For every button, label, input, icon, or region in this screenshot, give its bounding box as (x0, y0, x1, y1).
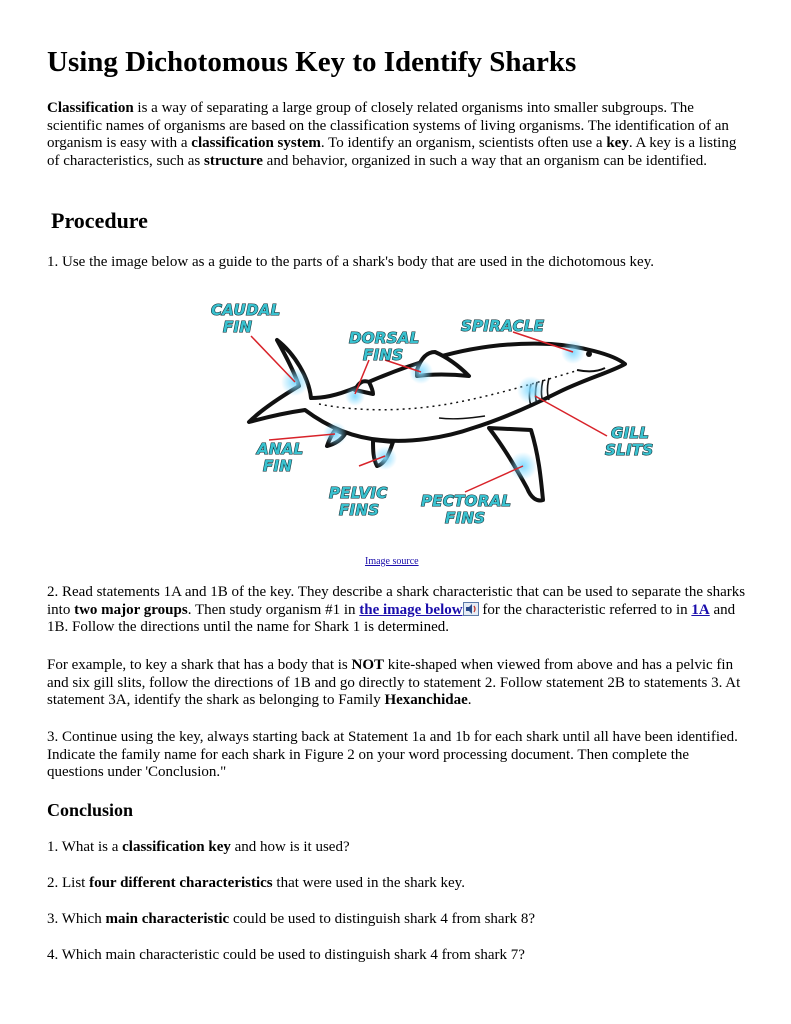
step-1: 1. Use the image below as a guide to the parts of a shark's body that are used in the dichotomous key. (47, 254, 654, 270)
q2-bold: four different characteristics (89, 875, 273, 891)
q3-bold: main characteristic (105, 911, 230, 927)
image-below-link[interactable]: the image below (359, 601, 463, 618)
label-spiracle: SPIRACLE (461, 317, 545, 335)
q1-text-2: and how is it used? (230, 839, 350, 855)
intro-text-2: . To identify an organism, scientists often use a (320, 135, 607, 151)
q2-text-2: that were used in the shark key. (272, 875, 465, 891)
question-3 (47, 911, 747, 929)
1a-link[interactable]: 1A (691, 601, 710, 618)
image-caption (365, 551, 419, 569)
label-gill-slits: SLITS (605, 441, 654, 459)
example-bold-not: NOT (351, 657, 385, 673)
label-anal: ANAL (257, 440, 304, 458)
conclusion-heading: Conclusion (47, 800, 134, 820)
q1-text-1: 1. What is a (47, 839, 123, 855)
label-caudal: CAUDAL (211, 301, 281, 319)
intro-text-3: . A key is a listing of characteristics, such as (47, 135, 737, 169)
label-caudal-fin: FIN (223, 318, 253, 336)
example-text-1: For example, to key a shark that has a body that is (47, 657, 352, 673)
example-text-2: kite-shaped when viewed from above and has a pelvic fin and six gill slits, follow the directions of 1B and go directly to statement 2. Follow statement 2B to statements 3. At statement 3A, identify the shark as belonging to Family (47, 657, 741, 708)
shark-illustration (159, 288, 654, 534)
term-classification-system: classification system (191, 135, 321, 151)
label-pectoral-fins: FINS (445, 509, 486, 527)
label-dorsal: DORSAL (349, 329, 420, 347)
q3-text-1: 3. Which (47, 911, 106, 927)
step2-text-4: and 1B. Follow the directions until the name for Shark 1 is determined. (47, 601, 736, 635)
image-source-link[interactable]: Image source (365, 556, 419, 567)
step2-text-1: 2. Read statements 1A and 1B of the key. They describe a shark characteristic that can be used to separate the sharks into (47, 584, 746, 618)
q1-bold: classification key (122, 839, 231, 855)
page-title: Using Dichotomous Key to Identify Sharks (47, 46, 577, 78)
label-gill: GILL (611, 424, 650, 442)
question-1 (47, 839, 747, 857)
question-4: 4. Which main characteristic could be used to distinguish shark 4 from shark 7? (47, 947, 525, 963)
example-text-3: . (467, 692, 472, 708)
intro-paragraph (47, 100, 747, 170)
step2-text-2: . Then study organism #1 in (187, 601, 360, 618)
label-pelvic-fins: FINS (339, 501, 380, 519)
label-dorsal-fins: FINS (363, 346, 404, 364)
example-family: Hexanchidae (384, 692, 468, 708)
label-pectoral: PECTORAL (421, 492, 512, 510)
step2-text-3: for the characteristic referred to in (478, 601, 692, 618)
shark-diagram (159, 288, 654, 534)
term-key: key (606, 135, 629, 151)
step-3: 3. Continue using the key, always starting back at Statement 1a and 1b for each shark until all have been identified. Indicate the family name for each shark in Figure 2 on your word processing document. Then complete the questions under 'Conclusion." (47, 729, 738, 780)
label-anal-fin: FIN (263, 457, 293, 475)
example-paragraph (47, 657, 747, 710)
term-classification: Classification (47, 100, 134, 116)
intro-text-4: and behavior, organized in such a way that an organism can be identified. (262, 152, 708, 169)
intro-text-1: is a way of separating a large group of closely related organisms into smaller subgroups. The scientific names of organisms are based on the classification systems of living organisms. The identification of an organism is easy with a (47, 100, 729, 151)
procedure-heading: Procedure (51, 208, 148, 233)
speaker-icon[interactable] (463, 602, 479, 616)
term-structure: structure (204, 152, 263, 169)
q2-text-1: 2. List (47, 875, 90, 891)
label-pelvic: PELVIC (329, 484, 388, 502)
step2-bold: two major groups (74, 601, 188, 618)
step-2 (47, 584, 747, 637)
shark-eye (586, 351, 592, 357)
q3-text-2: could be used to distinguish shark 4 from shark 8? (229, 911, 535, 927)
shark-body (249, 340, 625, 501)
question-2 (47, 875, 747, 893)
